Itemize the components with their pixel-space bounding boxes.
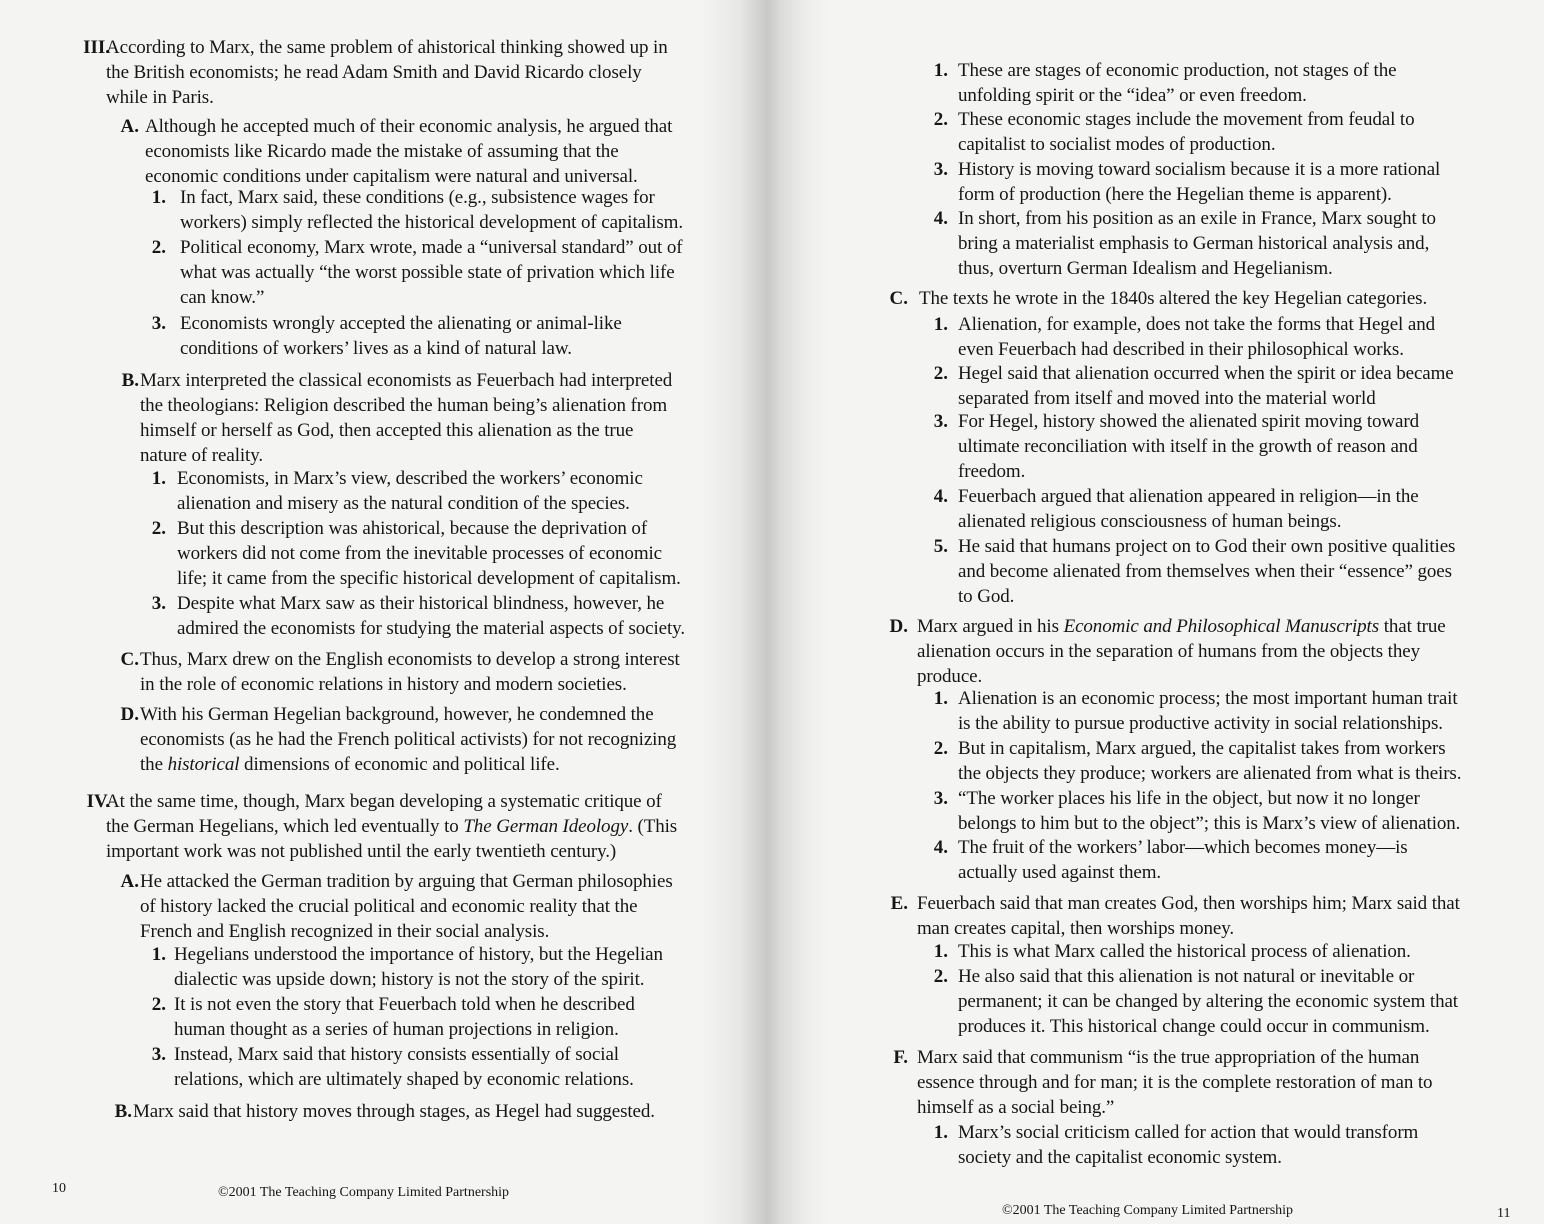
outline-marker: 1. xyxy=(933,1122,948,1143)
outline-text-line: Thus, Marx drew on the English economists to develop a strong interest xyxy=(140,649,680,670)
outline-marker: D. xyxy=(120,704,139,725)
right-page xyxy=(772,0,1544,1224)
outline-text-line: He attacked the German tradition by arguing that German philosophies xyxy=(140,871,673,892)
outline-text-line: Feuerbach said that man creates God, then worships him; Marx said that xyxy=(917,893,1460,914)
left-page-number: 10 xyxy=(52,1181,66,1196)
outline-text-line: alienation occurs in the separation of humans from the objects they xyxy=(917,641,1420,662)
outline-text-line: For Hegel, history showed the alienated spirit moving toward xyxy=(958,411,1419,432)
outline-text-line: and become alienated from themselves when their “essence” goes xyxy=(958,561,1452,582)
outline-text-line: actually used against them. xyxy=(958,862,1162,883)
outline-marker: 1. xyxy=(933,688,948,709)
outline-marker: 4. xyxy=(933,208,948,229)
outline-text-line: Marx interpreted the classical economists as Feuerbach had interpreted xyxy=(140,370,673,391)
outline-text-line: important work was not published until the early twentieth century.) xyxy=(106,841,617,862)
outline-text-line: Hegelians understood the importance of history, but the Hegelian xyxy=(174,944,663,965)
outline-marker: B. xyxy=(114,1101,132,1122)
outline-text-line: But in capitalism, Marx argued, the capitalist takes from workers xyxy=(958,738,1446,759)
outline-text-line: In short, from his position as an exile in France, Marx sought to xyxy=(958,208,1436,229)
outline-text-line: Marx argued in his Economic and Philosophical Manuscripts that true xyxy=(917,616,1446,637)
outline-marker: 1. xyxy=(933,60,948,81)
outline-text-line: “The worker places his life in the object, but now it no longer xyxy=(958,788,1420,809)
outline-text-line: economists like Ricardo made the mistake of assuming that the xyxy=(145,141,619,162)
outline-marker: 1. xyxy=(151,468,166,489)
outline-text-line: permanent; it can be changed by altering the economic system that xyxy=(958,991,1458,1012)
outline-marker: 3. xyxy=(151,313,166,334)
outline-marker: B. xyxy=(121,370,139,391)
outline-text-line: thus, overturn German Idealism and Hegelianism. xyxy=(958,258,1333,279)
outline-text-line: the historical dimensions of economic and political life. xyxy=(140,754,560,775)
outline-text-line: But this description was ahistorical, because the deprivation of xyxy=(177,518,648,539)
outline-text-line: capitalist to socialist modes of production. xyxy=(958,134,1276,155)
outline-text-line: himself as a social being.” xyxy=(917,1097,1115,1118)
outline-marker: E. xyxy=(890,893,908,914)
outline-text-line: alienation and misery as the natural condition of the species. xyxy=(177,493,630,514)
outline-text-line: Alienation, for example, does not take the forms that Hegel and xyxy=(958,314,1435,335)
outline-text-line: Although he accepted much of their economic analysis, he argued that xyxy=(145,116,673,137)
outline-text-line: bring a materialist emphasis to German historical analysis and, xyxy=(958,233,1430,254)
outline-text-line: He also said that this alienation is not natural or inevitable or xyxy=(958,966,1415,987)
outline-text-line: society and the capitalist economic system. xyxy=(958,1147,1282,1168)
outline-text-line: conditions of workers’ lives as a kind of natural law. xyxy=(180,338,572,359)
outline-text-line: At the same time, though, Marx began developing a systematic critique of xyxy=(106,791,662,812)
outline-marker: 2. xyxy=(933,966,948,987)
outline-text-line: is the ability to pursue productive activity in social relationships. xyxy=(958,713,1443,734)
outline-text-line: the British economists; he read Adam Smith and David Ricardo closely xyxy=(106,62,642,83)
outline-text-line: the theologians: Religion described the human being’s alienation from xyxy=(140,395,668,416)
outline-text-line: workers did not come from the inevitable processes of economic xyxy=(177,543,663,564)
outline-text-line: Marx said that history moves through stages, as Hegel had suggested. xyxy=(133,1101,655,1122)
outline-text-line: life; it came from the specific historical development of capitalism. xyxy=(177,568,681,589)
outline-marker: 3. xyxy=(151,1044,166,1065)
outline-text-line: economists (as he had the French political activists) for not recognizing xyxy=(140,729,677,750)
outline-text-line: The texts he wrote in the 1840s altered the key Hegelian categories. xyxy=(919,288,1428,309)
outline-marker: 1. xyxy=(933,314,948,335)
outline-text-line: This is what Marx called the historical process of alienation. xyxy=(958,941,1411,962)
outline-text-line: while in Paris. xyxy=(106,87,214,108)
outline-text-line: Despite what Marx saw as their historical blindness, however, he xyxy=(177,593,665,614)
outline-text-line: what was actually “the worst possible state of privation which life xyxy=(180,262,675,283)
outline-text-line: form of production (here the Hegelian theme is apparent). xyxy=(958,184,1392,205)
outline-text-line: man creates capital, then worships money. xyxy=(917,918,1235,939)
outline-text-line: relations, which are ultimately shaped by economic relations. xyxy=(174,1069,634,1090)
outline-text-line: He said that humans project on to God their own positive qualities xyxy=(958,536,1456,557)
outline-text-line: can know.” xyxy=(180,287,265,308)
outline-text-line: in the role of economic relations in history and modern societies. xyxy=(140,674,627,695)
outline-text-line: It is not even the story that Feuerbach told when he described xyxy=(174,994,635,1015)
outline-marker: IV. xyxy=(86,791,110,812)
outline-marker: 3. xyxy=(933,159,948,180)
outline-text-line: of history lacked the crucial political and economic reality that the xyxy=(140,896,638,917)
outline-text-line: freedom. xyxy=(958,461,1026,482)
outline-text-line: belongs to him but to the object”; this is Marx’s view of alienation. xyxy=(958,813,1461,834)
outline-text-line: Economists wrongly accepted the alienating or animal-like xyxy=(180,313,622,334)
outline-text-line: economic conditions under capitalism were natural and universal. xyxy=(145,166,638,187)
outline-marker: 2. xyxy=(151,237,166,258)
outline-text-line: Feuerbach argued that alienation appeared in religion—in the xyxy=(958,486,1419,507)
outline-text-line: Political economy, Marx wrote, made a “universal standard” out of xyxy=(180,237,683,258)
outline-text-line: produces it. This historical change could occur in communism. xyxy=(958,1016,1430,1037)
outline-marker: 3. xyxy=(933,788,948,809)
outline-text-line: dialectic was upside down; history is not the story of the spirit. xyxy=(174,969,645,990)
outline-marker: 1. xyxy=(151,187,166,208)
outline-text-line: admired the economists for studying the material aspects of society. xyxy=(177,618,685,639)
outline-marker: C. xyxy=(889,288,908,309)
outline-text-line: unfolding spirit or the “idea” or even freedom. xyxy=(958,85,1307,106)
outline-marker: 3. xyxy=(151,593,166,614)
outline-marker: 2. xyxy=(151,518,166,539)
outline-marker: C. xyxy=(120,649,139,670)
outline-text-line: produce. xyxy=(917,666,983,687)
outline-text-line: ultimate reconciliation with itself in the growth of reason and xyxy=(958,436,1418,457)
outline-marker: III. xyxy=(83,37,110,58)
outline-marker: 2. xyxy=(933,738,948,759)
outline-text-line: The fruit of the workers’ labor—which becomes money—is xyxy=(958,837,1408,858)
outline-text-line: Marx’s social criticism called for action that would transform xyxy=(958,1122,1419,1143)
right-page-footer: ©2001 The Teaching Company Limited Partnership xyxy=(1002,1203,1294,1218)
outline-text-line: With his German Hegelian background, however, he condemned the xyxy=(140,704,654,725)
outline-text-line: Marx said that communism “is the true appropriation of the human xyxy=(917,1047,1420,1068)
outline-text-line: French and English recognized in their social analysis. xyxy=(140,921,550,942)
outline-marker: 1. xyxy=(933,941,948,962)
outline-marker: 4. xyxy=(933,486,948,507)
outline-marker: D. xyxy=(889,616,908,637)
outline-text-line: According to Marx, the same problem of ahistorical thinking showed up in xyxy=(106,37,668,58)
outline-marker: 4. xyxy=(933,837,948,858)
outline-marker: 1. xyxy=(151,944,166,965)
outline-marker: 3. xyxy=(933,411,948,432)
outline-marker: 2. xyxy=(933,109,948,130)
outline-text-line: the objects they produce; workers are alienated from what is theirs. xyxy=(958,763,1462,784)
outline-text-line: Instead, Marx said that history consists essentially of social xyxy=(174,1044,619,1065)
outline-text-line: Alienation is an economic process; the most important human trait xyxy=(958,688,1458,709)
outline-text-line: Hegel said that alienation occurred when the spirit or idea became xyxy=(958,363,1454,384)
outline-text-line: In fact, Marx said, these conditions (e.g., subsistence wages for xyxy=(180,187,655,208)
outline-text-line: These economic stages include the movement from feudal to xyxy=(958,109,1415,130)
outline-text-line: nature of reality. xyxy=(140,445,264,466)
outline-text-line: alienated religious consciousness of human beings. xyxy=(958,511,1342,532)
outline-marker: A. xyxy=(120,116,139,137)
outline-text-line: himself or herself as God, then accepted this alienation as the true xyxy=(140,420,634,441)
right-page-number: 11 xyxy=(1497,1206,1511,1221)
outline-text-line: the German Hegelians, which led eventually to The German Ideology. (This xyxy=(106,816,678,837)
outline-marker: 2. xyxy=(151,994,166,1015)
outline-marker: 2. xyxy=(933,363,948,384)
left-page-footer: ©2001 The Teaching Company Limited Partnership xyxy=(218,1185,510,1200)
outline-text-line: to God. xyxy=(958,586,1015,607)
outline-marker: A. xyxy=(120,871,139,892)
outline-text-line: even Feuerbach had described in their philosophical works. xyxy=(958,339,1404,360)
outline-text-line: workers) simply reflected the historical development of capitalism. xyxy=(180,212,683,233)
outline-marker: 5. xyxy=(933,536,948,557)
outline-text-line: History is moving toward socialism because it is a more rational xyxy=(958,159,1441,180)
outline-text-line: essence through and for man; it is the complete restoration of man to xyxy=(917,1072,1433,1093)
outline-text-line: human thought as a series of human projections in religion. xyxy=(174,1019,619,1040)
outline-marker: F. xyxy=(893,1047,908,1068)
outline-text-line: separated from itself and moved into the material world xyxy=(958,388,1376,409)
outline-text-line: Economists, in Marx’s view, described the workers’ economic xyxy=(177,468,643,489)
outline-text-line: These are stages of economic production, not stages of the xyxy=(958,60,1397,81)
